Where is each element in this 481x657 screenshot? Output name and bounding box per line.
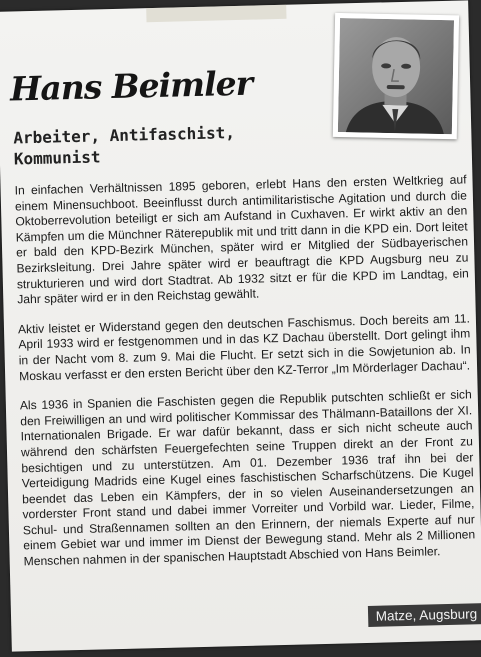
paragraph-1: In einfachen Verhältnissen 1895 geboren, erlebt Hans den ersten Weltkrieg auf einem Minensuchboot. Beeinflusst durch antimilitaristische Agitation und durch die Oktoberrevolution beteiligt er sich am Aufstand in Cuxhaven. Er wirkt aktiv an den Kämpfen um die Münchner Räterepublik mit und tritt dann in die KPD ein. Dort leitet er bald den KPD-Bezirk München, später wird er Mitglied der Südbayerischen Bezirksleitung. Drei Jahre später wird er beauftragt die KPD Augsburg neu zu strukturieren und wird dort Stadtrat. Ab 1932 sitzt er für die KPD im Landtag, ein Jahr später wird er in den Reichstag gewählt.: [14, 172, 469, 307]
paragraph-3: Als 1936 in Spanien die Faschisten gegen die Republik putschten schließt er sich den Freiwilligen an und wird politischer Kommissar des Thälmann-Bataillons der XI. Internationalen Brigade. Er war dafür bekannt, dass er sich nicht scheute auch während den schärfsten Feuergefechten seine Truppen direkt an der Front zu besichtigen und zu unterstützen. Am 01. Dezember 1936 traf ihn bei der Verteidigung Madrids eine Kugel eines faschistischen Scharfschützens. Die Kugel beendet das Leben ein Kämpfers, der in so vielen Auseinandersetzungen an vorderster Front stand und dabei immer Vorreiter und Vorbild war. Lieder, Filme, Schul- und Straßennamen sollten an den Erinnern, der niemals Experte auf nur einem Gebiet war und immer im Dienst der Bewegung stand. Mehr als 2 Millionen Menschen nahmen in der spanischen Hauptstadt Abschied von Hans Beimler.: [19, 387, 476, 569]
paragraph-2: Aktiv leistet er Widerstand gegen den deutschen Faschismus. Doch bereits am 11. April 1933 wird er festgenommen und in das KZ Dachau überstellt. Dort gelingt ihm in der Nacht vom 8. zum 9. Mai die Flucht. Er setzt sich in die Sowjetunion ab. In Moskau verfasst er den ersten Bericht über den KZ-Terror „Im Mörderlager Dachau“.: [17, 311, 471, 383]
author-credit: Matze, Augsburg: [368, 603, 481, 627]
biography-text: [14, 172, 476, 584]
page-subtitle: Arbeiter, Antifaschist, Kommunist: [13, 123, 236, 169]
page-title: Hans Beimler: [9, 63, 253, 109]
portrait-icon: [338, 18, 454, 134]
portrait-photo: [333, 13, 459, 139]
tape-strip: [146, 0, 286, 22]
